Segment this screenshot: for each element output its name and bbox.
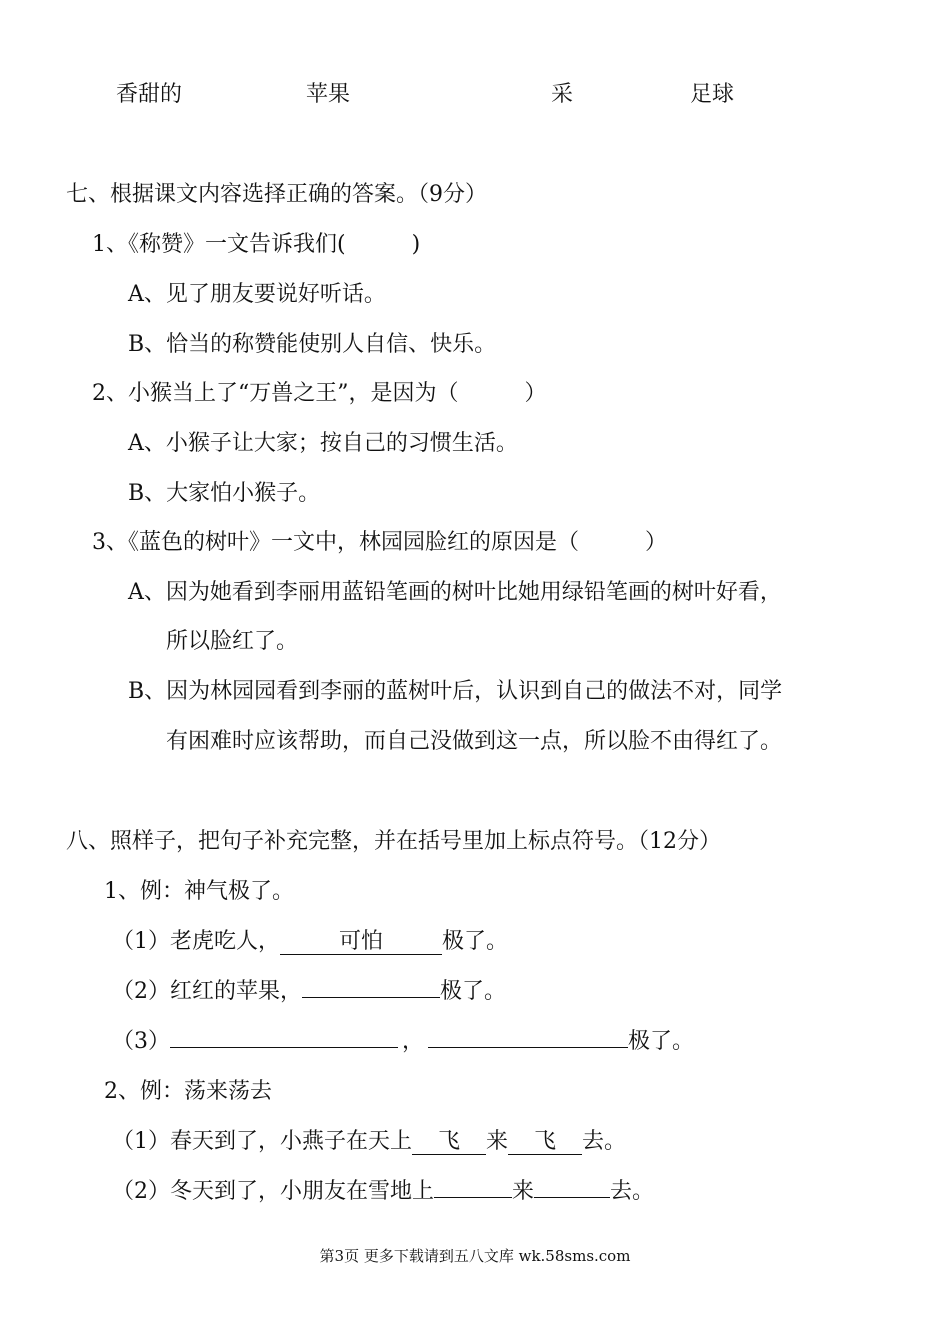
section8-heading: 八、照样子，把句子补充完整，并在括号里加上标点符号。（12分） xyxy=(66,829,721,854)
word-apple: 苹果 xyxy=(306,82,351,107)
section7-heading: 七、根据课文内容选择正确的答案。（9分） xyxy=(66,182,487,207)
part1-item1-prefix: （1）老虎吃人， xyxy=(112,929,280,954)
part1-example: 1、例：神气极了。 xyxy=(104,879,294,904)
question2-stem: 2、小猴当上了“万兽之王”，是因为（ ） xyxy=(92,381,547,406)
part1-item3-blank1[interactable] xyxy=(170,1047,398,1048)
part2-item2-mid: 来 xyxy=(512,1179,535,1204)
part2-item2-blank2[interactable] xyxy=(534,1197,610,1198)
part2-example: 2、例：荡来荡去 xyxy=(104,1079,272,1104)
part1-item1-suffix: 极了。 xyxy=(442,929,509,954)
word-pick: 采 xyxy=(551,82,574,107)
part1-item3 xyxy=(112,1027,694,1057)
question3-option-b: B、因为林园园看到李丽的蓝树叶后，认识到自己的做法不对，同学 xyxy=(128,679,783,704)
question3-stem: 3、《蓝色的树叶》一文中，林园园脸红的原因是（ ） xyxy=(92,530,667,555)
part2-item1-suffix: 去。 xyxy=(582,1129,627,1154)
part1-item3-blank2[interactable] xyxy=(428,1047,628,1048)
part1-item3-comma: ， xyxy=(401,1029,424,1054)
question1-stem: 1、《称赞》一文告诉我们( ) xyxy=(92,232,421,257)
part2-item1-answer1: 飞 xyxy=(412,1130,486,1155)
question1-option-a: A、见了朋友要说好听话。 xyxy=(128,282,386,307)
part1-item2-suffix: 极了。 xyxy=(440,979,507,1004)
part1-item2 xyxy=(112,977,506,1007)
part2-item1-prefix: （1）春天到了，小燕子在天上 xyxy=(112,1129,412,1154)
part1-item1 xyxy=(112,927,508,957)
part1-item2-prefix: （2）红红的苹果， xyxy=(112,979,302,1004)
question3-option-b-cont: 有困难时应该帮助，而自己没做到这一点，所以脸不由得红了。 xyxy=(166,729,783,754)
part2-item1-answer2: 飞 xyxy=(508,1130,582,1155)
question1-option-b: B、恰当的称赞能使别人自信、快乐。 xyxy=(128,332,497,357)
part2-item2-blank1[interactable] xyxy=(434,1197,512,1198)
question2-option-b: B、大家怕小猴子。 xyxy=(128,481,321,506)
part2-item1 xyxy=(112,1127,626,1157)
question2-option-a: A、小猴子让大家；按自己的习惯生活。 xyxy=(128,431,518,456)
page-footer: 第3页 更多下载请到五八文库 wk.58sms.com xyxy=(319,1247,631,1265)
part1-item2-blank[interactable] xyxy=(302,997,440,998)
part1-item3-suffix: 极了。 xyxy=(628,1029,695,1054)
word-football: 足球 xyxy=(690,82,735,107)
part2-item1-mid: 来 xyxy=(486,1129,509,1154)
question3-option-a-cont: 所以脸红了。 xyxy=(166,629,299,654)
part2-item2-suffix: 去。 xyxy=(610,1179,655,1204)
part2-item2 xyxy=(112,1177,654,1207)
question3-option-a: A、因为她看到李丽用蓝铅笔画的树叶比她用绿铅笔画的树叶好看， xyxy=(128,580,782,605)
part2-item2-prefix: （2）冬天到了，小朋友在雪地上 xyxy=(112,1179,434,1204)
part1-item1-answer: 可怕 xyxy=(280,930,442,955)
word-fragrant: 香甜的 xyxy=(116,82,183,107)
part1-item3-prefix: （3） xyxy=(112,1029,170,1054)
